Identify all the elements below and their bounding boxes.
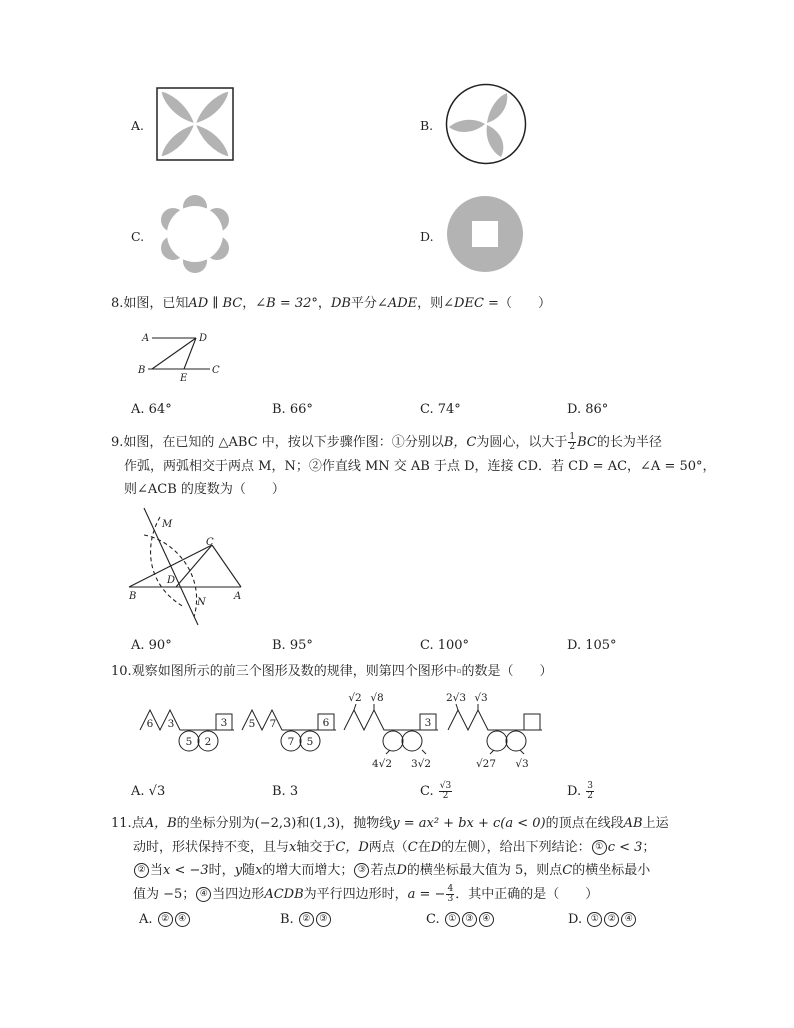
q10-option-a: A. √3 bbox=[131, 784, 166, 799]
q10-fig3-top1: √2 bbox=[348, 692, 362, 704]
q10-option-b: B. 3 bbox=[272, 784, 299, 799]
q9-figure bbox=[124, 505, 252, 627]
q8-label-c: C bbox=[212, 365, 220, 376]
q10-fig4-bot1: √27 bbox=[475, 758, 497, 770]
q9-label-d: D bbox=[167, 575, 176, 586]
q8-label-d: D bbox=[199, 333, 208, 344]
q8-option-c: C. 74° bbox=[420, 402, 461, 417]
q7-option-a-figure bbox=[156, 87, 234, 161]
q10-fig2-c2: 5 bbox=[306, 736, 314, 748]
q8-label-e: E bbox=[180, 373, 188, 384]
q8-label-a: A bbox=[142, 333, 150, 344]
q10-fig3-bot1: 4√2 bbox=[371, 758, 393, 770]
q9-label-c: C bbox=[206, 537, 214, 548]
q7-option-c-label: C. bbox=[131, 229, 145, 244]
q11-option-d: D. ① ② ④ bbox=[568, 908, 637, 931]
q10-fig2-t1: 5 bbox=[248, 718, 256, 730]
q11-stem-line2: 动时，形状保持不变，且与x轴交于C，D两点（C在D的左侧），给出下列结论： ① c < 3； bbox=[133, 840, 656, 855]
q10-fig1-t1: 6 bbox=[146, 718, 154, 730]
q8-option-b: B. 66° bbox=[272, 402, 313, 417]
q7-option-d-label: D. bbox=[420, 229, 434, 244]
q9-stem-line1: 9.如图，在已知的 △ABC 中，按以下步骤作图：①分别以B，C为圆心，以大于 $\frac{1}{2}$ BC的长为半径 bbox=[111, 432, 662, 452]
q10-fig1-c2: 2 bbox=[204, 736, 212, 748]
q9-label-b: B bbox=[129, 591, 137, 602]
q8-option-a: A. 64° bbox=[131, 402, 172, 417]
q9-option-a: A. 90° bbox=[131, 638, 172, 653]
q9-stem-line2: 作弧，两弧相交于两点 M，N；②作直线 MN 交 AB 于点 D，连接 CD．若 CD = AC，∠A = 50°， bbox=[124, 459, 716, 474]
q7-option-a-label: A. bbox=[131, 118, 145, 133]
q10-fig2-t2: 7 bbox=[269, 718, 277, 730]
q8-label-b: B bbox=[138, 365, 146, 376]
q9-option-c: C. 100° bbox=[420, 638, 470, 653]
q10-option-c: C. $\frac{√3}{2}$ bbox=[420, 781, 452, 801]
q9-option-d: D. 105° bbox=[567, 638, 617, 653]
q9-fraction: $\frac{1}{2}$ bbox=[569, 432, 576, 452]
q11-stem-line3: ② 当x < −3时，y随x的增大而增大； ③ 若点D的横坐标最大值为 5，则点C的横坐标最小 bbox=[133, 859, 650, 882]
q7-option-b-figure bbox=[445, 83, 527, 165]
q10-fig2-sq: 6 bbox=[322, 717, 330, 729]
q8-option-d: D. 86° bbox=[567, 402, 609, 417]
q11-stem-line4: 值为 −5； ④ 当四边形ACDB为平行四边形时，a = − $\frac{4}{3}$ ．其中正确的是（ ） bbox=[133, 884, 599, 904]
q10-fig3-top2: √8 bbox=[370, 692, 384, 704]
q10-fig1-sq: 3 bbox=[220, 717, 228, 729]
q7-option-b-label: B. bbox=[420, 118, 434, 133]
q9-label-m: M bbox=[162, 519, 173, 530]
q11-stem-line1: 11.点A，B的坐标分别为(−2,3)和(1,3)，抛物线y = ax² + bx + c(a < 0)的顶点在线段AB上运 bbox=[111, 816, 669, 831]
q10-figure bbox=[136, 686, 546, 774]
q10-fig1-t2: 3 bbox=[167, 718, 175, 730]
q11-option-b: B. ② ③ bbox=[280, 908, 332, 931]
q9-option-b: B. 95° bbox=[272, 638, 313, 653]
q10-fig1-c1: 5 bbox=[185, 736, 193, 748]
q10-fig4-bot2: √3 bbox=[515, 758, 529, 770]
q7-option-c-figure bbox=[154, 193, 236, 275]
q10-fig2-c1: 7 bbox=[287, 736, 295, 748]
q8-stem: 8.如图，已知AD ∥ BC，∠B = 32°，DB平分∠ADE，则∠DEC =（ ） bbox=[111, 296, 551, 311]
q10-fig3-sq: 3 bbox=[424, 717, 432, 729]
q11-option-c: C. ① ③ ④ bbox=[426, 908, 495, 931]
q11-option-a: A. ② ④ bbox=[139, 908, 191, 931]
q10-fig4-top1: 2√3 bbox=[445, 692, 467, 704]
q8-figure bbox=[136, 328, 236, 384]
q10-fig4-top2: √3 bbox=[474, 692, 488, 704]
q10-stem: 10.观察如图所示的前三个图形及数的规律，则第四个图形中▫的数是（ ） bbox=[111, 664, 553, 679]
q10-fig3-bot2: 3√2 bbox=[410, 758, 432, 770]
q9-stem-line3: 则∠ACB 的度数为（ ） bbox=[124, 482, 285, 497]
q9-label-a: A bbox=[234, 591, 242, 602]
q9-label-n: N bbox=[197, 597, 206, 608]
q10-option-d: D. $\frac{3}{2}$ bbox=[567, 781, 593, 801]
q7-option-d-figure bbox=[446, 195, 524, 273]
